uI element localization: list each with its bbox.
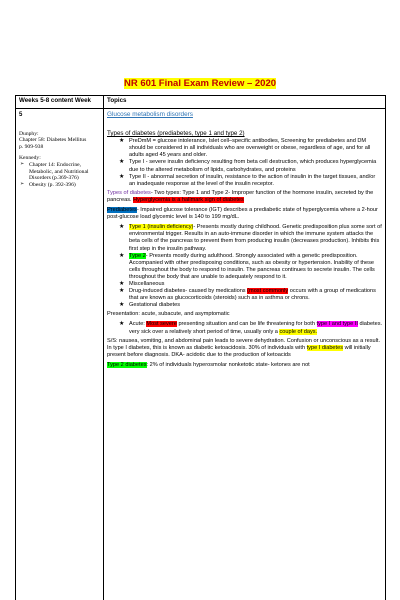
list-item: ★ PreDmM = glucose intolerance, Islet cell–specific antibodies, Screening for prediabetes and DM should be considered in all individuals who are overweight or obese, regardless of age, and for all adults aged 45 years and older. — [129, 138, 383, 159]
list-item: ★ Gestational diabetes — [129, 302, 383, 309]
header-week: Weeks 5-8 content Week — [19, 97, 91, 104]
right-column — [107, 111, 383, 372]
dunphy-label: Dunphy: — [19, 130, 39, 137]
types-paragraph: Types of diabetes- Two types: Type 1 and Type 2- Improper function of the hormone insulin, secreted by the pancreas. Hyperglycemia is a hallmark sign of diabetes — [107, 189, 374, 203]
prediabetes-paragraph: Prediabetes- Impaired glucose tolerance (IGT) describes a prediabetic state of hyperglycemia where a 2-hour post-glucose load glycemic level is 140 to 199 mg/dL. — [107, 207, 378, 221]
diabetes-types-list — [107, 224, 383, 309]
list-item: ★ Type II - abnormal secretion of insulin, resistance to the action of insulin in the target tissues, and/or an inadequate response at the level of the insulin receptor. — [129, 174, 383, 188]
acute-list — [107, 321, 383, 335]
section-title: Types of diabetes (prediabetes, type 1 and type 2) — [107, 130, 245, 138]
column-divider — [103, 96, 104, 600]
list-item: ★ Acute: Most severe presenting situation and can be life threatening for both type I and type II diabetes. very sick over a relatively short period of time, usually only a couple of days. — [129, 321, 383, 335]
list-item: ★ Miscellaneous — [129, 281, 383, 288]
header-topics: Topics — [107, 97, 127, 104]
dunphy-chapter: Chapter 58: Diabetes Mellitus — [19, 137, 87, 144]
topic-title: Glucose metabolism disorders — [107, 111, 193, 118]
symptoms-paragraph: S/S: nausea, vomiting, and abdominal pain leads to severe dehydration. Confusion or unconscious as a result. In type I diabetes, this is known as diabetic ketoacidosis. 30% of individuals with type I diabetes will initially present before diagnosis. DKA- acidotic due to the production of ketoacids — [107, 337, 381, 358]
table-header-row — [16, 96, 385, 109]
types-list — [107, 138, 383, 188]
list-item: ★ Type 1 (insulin deficiency)- Presents mostly during childhood. Genetic predisposition plus some sort of environmental trigger. Results in an auto-immune disorder in which the immune system attacks the beta cells of the pancreas to prevent them from producing insulin (decreases production). Inhibits this first step in the insulin pathway. — [129, 224, 383, 252]
content-table — [15, 95, 386, 600]
week-number: 5 — [19, 112, 23, 118]
page-title: NR 601 Final Exam Review – 2020 — [123, 78, 277, 89]
presentation-paragraph: Presentation: acute, subacute, and asymptomatic — [107, 311, 230, 318]
list-item: ★ Type 2- Presents mostly during adulthood. Strongly associated with a genetic predisposition. Accompanied with other predisposing conditions, such as obesity or hypertension. Inability of these cells throughout the body to respond to insulin. The pancreas continues to secrete insulin. The cells throughout the body that are unable to adequately respond to it. — [129, 253, 383, 281]
left-column — [19, 112, 101, 188]
type2-paragraph: Type 2 diabetes: 2% of individuals hyperosmolar nonketotic state- ketones are not — [107, 361, 310, 368]
list-item: ➢ Chapter 14: Endocrine, Metabolic, and Nutritional Disorders (p.369-376) — [29, 162, 101, 182]
list-item: ★ Type I - severe insulin deficiency resulting from beta cell destruction, which produces hyperglycemia due to the altered metabolism of lipids, carbohydrates, and proteins — [129, 159, 383, 173]
kennedy-list — [19, 162, 101, 188]
list-item: ★ Drug-induced diabetes- caused by medications (most commonly occurs with a group of medications that are known as glucocorticoids (steroids) such as in asthma or chrons. — [129, 288, 383, 302]
list-item: ➢ Obesity (p. 392-396) — [29, 182, 101, 189]
dunphy-pages: p. 909-938 — [19, 143, 44, 150]
kennedy-label: Kennedy: — [19, 155, 41, 162]
